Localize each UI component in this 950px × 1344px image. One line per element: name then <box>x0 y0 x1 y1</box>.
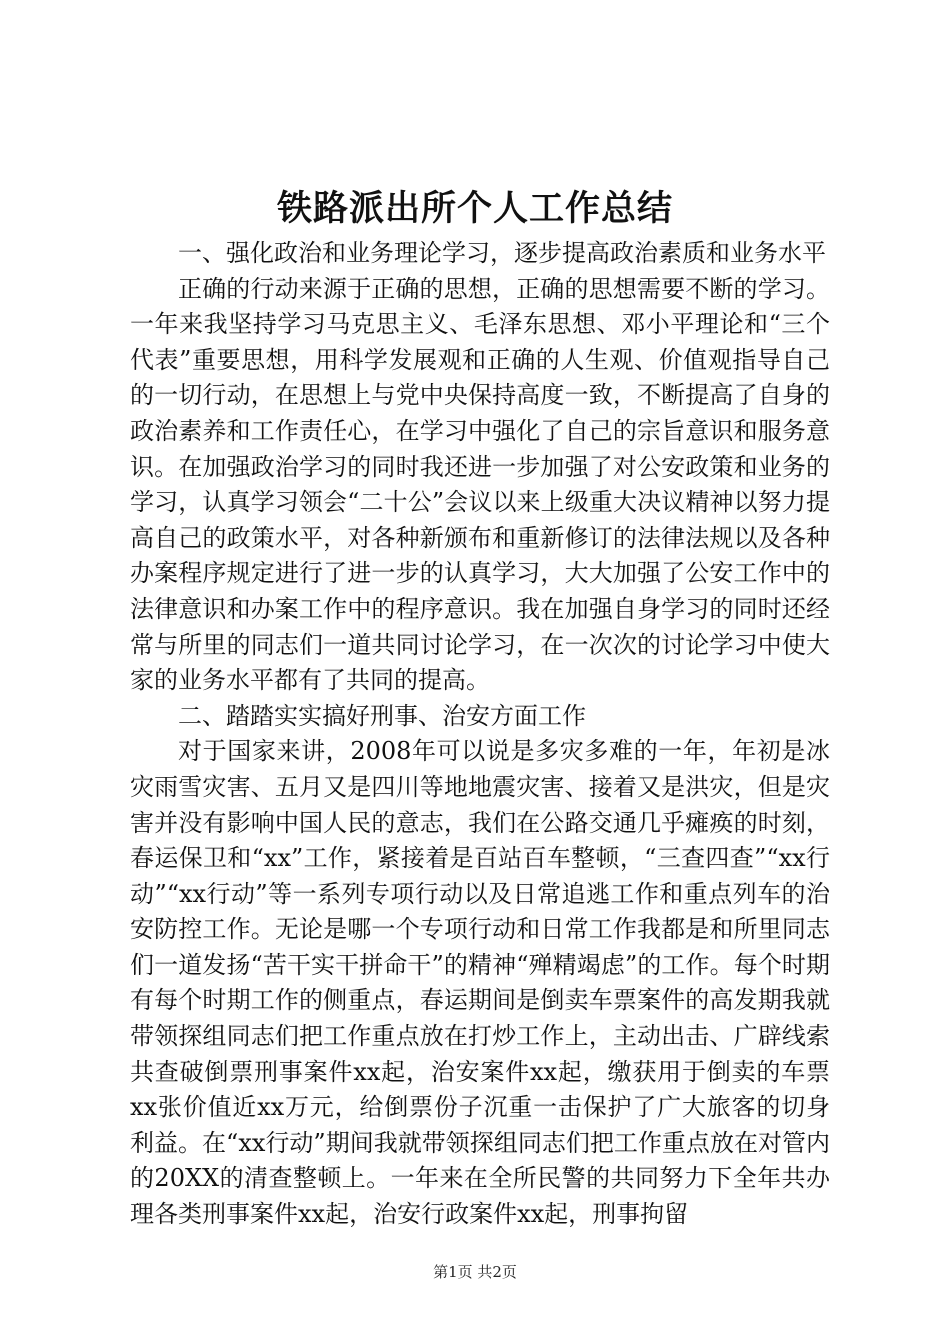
paragraph-1: 正确的行动来源于正确的思想，正确的思想需要不断的学习。一年来我坚持学习马克思主义、毛泽东思想、邓小平理论和“三个代表”重要思想，用科学发展观和正确的人生观、价值观指导自己的一切行动，在思想上与党中央保持高度一致，不断提高了自身的政治素养和工作责任心，在学习中强化了自己的宗旨意识和服务意识。在加强政治学习的同时我还进一步加强了对公安政策和业务的学习，认真学习领会“二十公”会议以来上级重大决议精神以努力提高自己的政策水平，对各种新颁布和重新修订的法律法规以及各种办案程序规定进行了进一步的认真学习，大大加强了公安工作中的法律意识和办案工作中的程序意识。我在加强自身学习的同时还经常与所里的同志们一道共同讨论学习，在一次次的讨论学习中使大家的业务水平都有了共同的提高。 <box>130 274 830 695</box>
section-heading-2: 二、踏踏实实搞好刑事、治安方面工作 <box>178 701 586 730</box>
document-title: 铁路派出所个人工作总结 <box>276 188 673 229</box>
paragraph-2: 对于国家来讲，2008年可以说是多灾多难的一年，年初是冰灾雨雪灾害、五月又是四川等地地震灾害、接着又是洪灾，但是灾害并没有影响中国人民的意志，我们在公路交通几乎瘫痪的时刻，春运保卫和“xx”工作，紧接着是百站百车整顿，“三查四查”“xx行动”“xx行动”等一系列专项行动以及日常追逃工作和重点列车的治安防控工作。无论是哪一个专项行动和日常工作我都是和所里同志们一道发扬“苦干实干拼命干”的精神“殚精竭虑”的工作。每个时期有每个时期工作的侧重点，春运期间是倒卖车票案件的高发期我就带领探组同志们把工作重点放在打炒工作上，主动出击、广辟线索共查破倒票刑事案件xx起，治安案件xx起，缴获用于倒卖的车票xx张价值近xx万元，给倒票份子沉重一击保护了广大旅客的切身利益。在“xx行动”期间我就带领探组同志们把工作重点放在对管内的20XX的清查整顿上。一年来在全所民警的共同努力下全年共办理各类刑事案件xx起，治安行政案件xx起，刑事拘留 <box>130 737 830 1229</box>
section-heading-1: 一、强化政治和业务理论学习，逐步提高政治素质和业务水平 <box>178 239 826 267</box>
page-footer: 第1页 共2页 <box>433 1263 517 1281</box>
document-body <box>130 236 830 1233</box>
